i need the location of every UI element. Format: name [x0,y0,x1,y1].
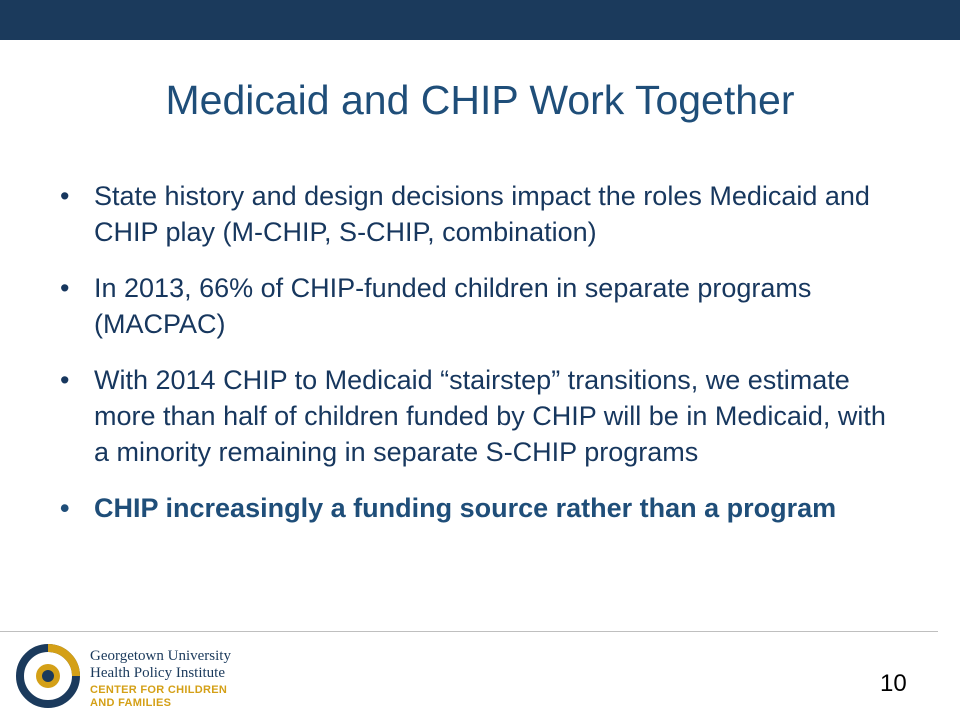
bullet-item [60,362,900,470]
bullet-marker: • [60,181,70,211]
logo-line-center: CENTER FOR CHILDREN [90,684,228,696]
slide-title: Medicaid and CHIP Work Together [165,77,795,123]
page-number: 10 [880,670,907,697]
logo-line-institute: Health Policy Institute [90,665,225,681]
bullet-item [60,270,900,342]
bullet-marker: • [60,365,70,395]
bullet-text: State history and design decisions impact the roles Medicaid and CHIP play (M-CHIP, S-CHIP, combination) [94,181,870,247]
bullet-text: With 2014 CHIP to Medicaid “stairstep” transitions, we estimate more than half of children funded by CHIP will be in Medicaid, with a minority remaining in separate S-CHIP programs [94,365,886,467]
bullet-item-emphasis [60,490,900,526]
bullet-text: CHIP increasingly a funding source rather than a program [94,493,837,523]
logo-line-families: AND FAMILIES [90,697,172,709]
bullet-marker: • [60,493,70,523]
bullet-marker: • [60,273,70,303]
bullet-list [60,178,900,546]
logo-line-university: Georgetown University [90,648,231,664]
top-banner [0,0,960,40]
bullet-text: In 2013, 66% of CHIP-funded children in separate programs (MACPAC) [94,273,812,339]
footer-divider [0,631,938,632]
georgetown-logo-icon [16,644,80,708]
logo-wordmark [90,648,231,710]
bullet-item [60,178,900,250]
